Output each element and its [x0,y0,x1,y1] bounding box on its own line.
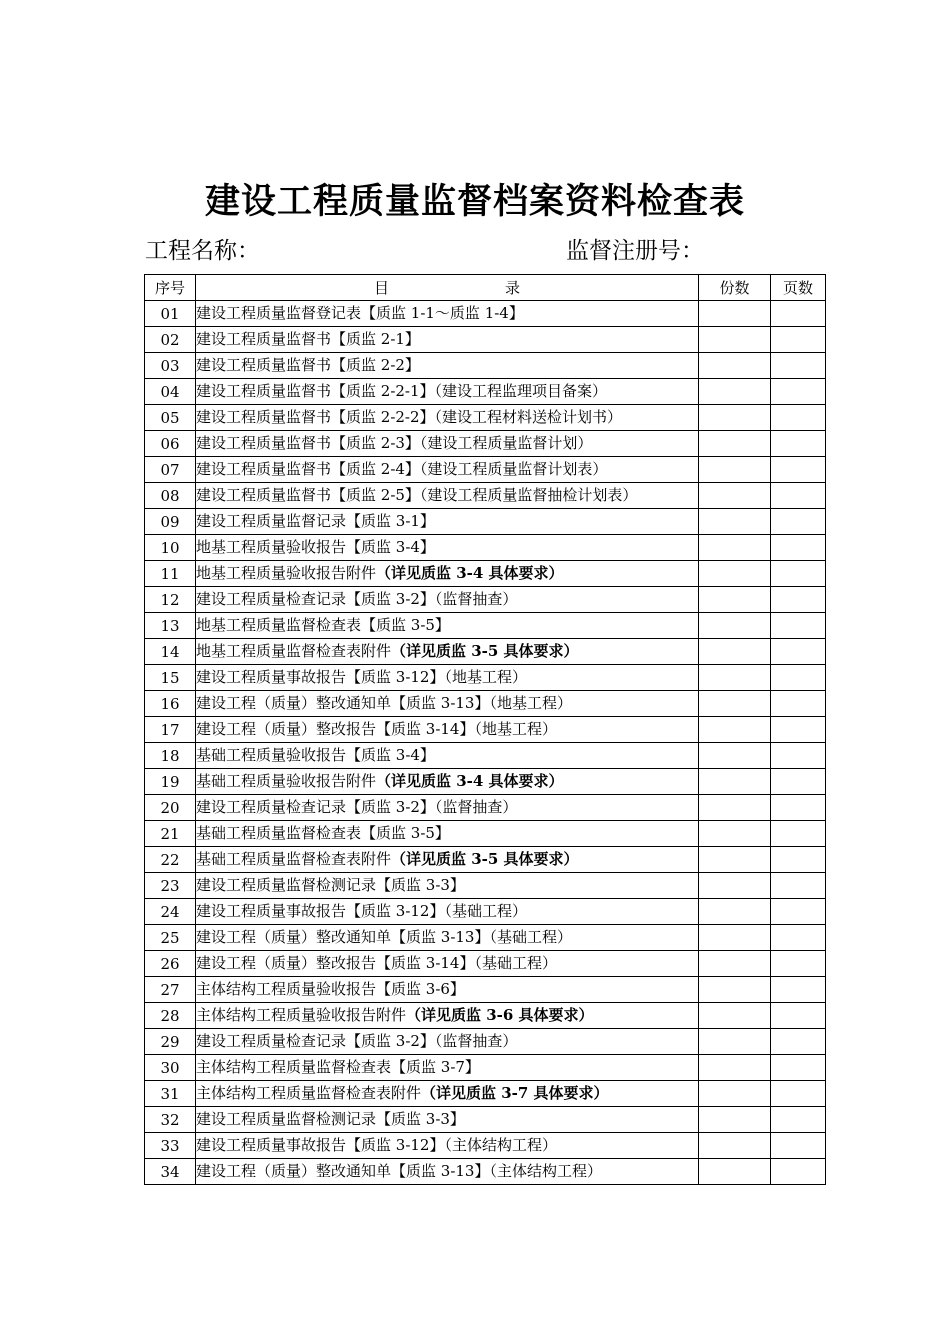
copies-cell[interactable] [699,431,771,457]
row-item [196,1029,699,1055]
pages-cell[interactable] [771,1107,826,1133]
pages-cell[interactable] [771,743,826,769]
row-number: 11 [145,561,196,587]
header-copies: 份数 [699,275,771,301]
row-number: 26 [145,951,196,977]
row-item-text: 建设工程（质量）整改报告【质监 3-14】（地基工程） [196,720,557,738]
row-item [196,587,699,613]
row-item [196,821,699,847]
row-item-text: 基础工程质量验收报告附件 [196,772,377,790]
row-item-requirement: （详见质监 3-5 具体要求） [391,642,579,660]
pages-cell[interactable] [771,1081,826,1107]
registration-number-label: 监督注册号： [566,238,704,264]
row-item [196,639,699,665]
copies-cell[interactable] [699,509,771,535]
row-item [196,1159,699,1185]
table-row [145,743,826,769]
table-row [145,925,826,951]
row-item-text: 建设工程（质量）整改通知单【质监 3-13】（基础工程） [196,928,572,946]
row-item-text: 建设工程质量监督书【质监 2-5】（建设工程质量监督抽检计划表） [196,486,638,504]
row-item-text: 建设工程质量事故报告【质监 3-12】（基础工程） [196,902,527,920]
pages-cell[interactable] [771,925,826,951]
row-item [196,1133,699,1159]
table-row [145,1055,826,1081]
table-row [145,561,826,587]
pages-cell[interactable] [771,1029,826,1055]
row-number: 33 [145,1133,196,1159]
pages-cell[interactable] [771,899,826,925]
row-number: 13 [145,613,196,639]
copies-cell[interactable] [699,535,771,561]
row-number: 05 [145,405,196,431]
copies-cell[interactable] [699,613,771,639]
table-row [145,795,826,821]
table-row [145,483,826,509]
copies-cell[interactable] [699,665,771,691]
row-item-text: 建设工程质量监督登记表【质监 1-1～质监 1-4】 [196,304,524,322]
row-item-text: 建设工程（质量）整改通知单【质监 3-13】（主体结构工程） [196,1162,602,1180]
table-row [145,821,826,847]
copies-cell[interactable] [699,379,771,405]
row-number: 15 [145,665,196,691]
row-number: 03 [145,353,196,379]
table-row [145,431,826,457]
copies-cell[interactable] [699,483,771,509]
pages-cell[interactable] [771,951,826,977]
row-number: 22 [145,847,196,873]
table-row [145,353,826,379]
copies-cell[interactable] [699,1029,771,1055]
row-number: 07 [145,457,196,483]
row-number: 32 [145,1107,196,1133]
pages-cell[interactable] [771,587,826,613]
row-number: 08 [145,483,196,509]
copies-cell[interactable] [699,873,771,899]
copies-cell[interactable] [699,327,771,353]
row-item [196,977,699,1003]
header-directory-char-1: 目 [373,279,389,297]
row-item [196,431,699,457]
table-row [145,509,826,535]
row-item-text: 建设工程质量监督书【质监 2-4】（建设工程质量监督计划表） [196,460,608,478]
pages-cell[interactable] [771,1003,826,1029]
header-directory [196,275,699,301]
row-item [196,379,699,405]
row-number: 10 [145,535,196,561]
row-item [196,795,699,821]
pages-cell[interactable] [771,613,826,639]
table-row [145,405,826,431]
row-number: 30 [145,1055,196,1081]
copies-cell[interactable] [699,795,771,821]
pages-cell[interactable] [771,405,826,431]
pages-cell[interactable] [771,821,826,847]
copies-cell[interactable] [699,639,771,665]
row-item-requirement: （详见质监 3-4 具体要求） [376,564,564,582]
table-row [145,1081,826,1107]
row-number: 29 [145,1029,196,1055]
copies-cell[interactable] [699,769,771,795]
table-row [145,847,826,873]
pages-cell[interactable] [771,769,826,795]
table-row [145,1003,826,1029]
row-item [196,665,699,691]
row-item-text: 建设工程质量监督检测记录【质监 3-3】 [196,876,465,894]
row-item [196,405,699,431]
copies-cell[interactable] [699,301,771,327]
pages-cell[interactable] [771,717,826,743]
table-row [145,951,826,977]
row-item [196,353,699,379]
table-row [145,717,826,743]
row-item [196,327,699,353]
row-item-text: 地基工程质量监督检查表【质监 3-5】 [196,616,450,634]
pages-cell[interactable] [771,873,826,899]
pages-cell[interactable] [771,639,826,665]
table-row [145,691,826,717]
row-number: 12 [145,587,196,613]
table-header-row [145,275,826,301]
copies-cell[interactable] [699,1107,771,1133]
row-item-text: 建设工程质量检查记录【质监 3-2】（监督抽查） [196,1032,518,1050]
row-number: 18 [145,743,196,769]
pages-cell[interactable] [771,977,826,1003]
copies-cell[interactable] [699,925,771,951]
row-item-text: 建设工程质量监督书【质监 2-2】 [196,356,420,374]
pages-cell[interactable] [771,535,826,561]
table-row [145,301,826,327]
copies-cell[interactable] [699,405,771,431]
header-seq: 序号 [145,275,196,301]
row-item-text: 主体结构工程质量验收报告附件 [196,1006,407,1024]
table-row [145,1159,826,1185]
copies-cell[interactable] [699,1081,771,1107]
row-number: 27 [145,977,196,1003]
row-number: 16 [145,691,196,717]
row-item-text: 主体结构工程质量监督检查表【质监 3-7】 [196,1058,480,1076]
copies-cell[interactable] [699,457,771,483]
row-number: 28 [145,1003,196,1029]
row-item [196,535,699,561]
row-item-requirement: （详见质监 3-4 具体要求） [376,772,564,790]
row-item [196,717,699,743]
copies-cell[interactable] [699,353,771,379]
table-row [145,613,826,639]
row-item [196,1055,699,1081]
pages-cell[interactable] [771,561,826,587]
row-number: 06 [145,431,196,457]
table-row [145,587,826,613]
row-item [196,743,699,769]
copies-cell[interactable] [699,1159,771,1185]
row-item-text: 地基工程质量验收报告附件 [196,564,377,582]
row-number: 04 [145,379,196,405]
row-item [196,1003,699,1029]
table-row [145,977,826,1003]
copies-cell[interactable] [699,743,771,769]
table-row [145,665,826,691]
project-name-label: 工程名称： [145,238,260,264]
row-number: 34 [145,1159,196,1185]
row-item-text: 建设工程质量事故报告【质监 3-12】（地基工程） [196,668,527,686]
pages-cell[interactable] [771,691,826,717]
table-row [145,535,826,561]
copies-cell[interactable] [699,899,771,925]
row-item-requirement: （详见质监 3-6 具体要求） [406,1006,594,1024]
row-item [196,561,699,587]
row-item [196,301,699,327]
row-number: 23 [145,873,196,899]
pages-cell[interactable] [771,1055,826,1081]
row-item-text: 建设工程质量监督书【质监 2-2-1】（建设工程监理项目备案） [196,382,608,400]
row-number: 09 [145,509,196,535]
header-pages: 页数 [771,275,826,301]
pages-cell[interactable] [771,301,826,327]
row-item-text: 地基工程质量验收报告【质监 3-4】 [196,538,435,556]
row-number: 20 [145,795,196,821]
row-item-text: 基础工程质量监督检查表【质监 3-5】 [196,824,450,842]
row-item [196,509,699,535]
table-row [145,1107,826,1133]
row-item-text: 建设工程质量监督记录【质监 3-1】 [196,512,435,530]
pages-cell[interactable] [771,665,826,691]
row-item-text: 建设工程质量监督书【质监 2-1】 [196,330,420,348]
pages-cell[interactable] [771,483,826,509]
row-item-text: 基础工程质量验收报告【质监 3-4】 [196,746,435,764]
copies-cell[interactable] [699,587,771,613]
row-item [196,1081,699,1107]
row-item-requirement: （详见质监 3-7 具体要求） [421,1084,609,1102]
pages-cell[interactable] [771,431,826,457]
row-number: 21 [145,821,196,847]
row-item-text: 基础工程质量监督检查表附件 [196,850,392,868]
copies-cell[interactable] [699,1055,771,1081]
copies-cell[interactable] [699,717,771,743]
pages-cell[interactable] [771,353,826,379]
page-title: 建设工程质量监督档案资料检查表 [204,181,745,222]
row-item-text: 建设工程质量检查记录【质监 3-2】（监督抽查） [196,798,518,816]
row-number: 17 [145,717,196,743]
copies-cell[interactable] [699,561,771,587]
table-row [145,379,826,405]
copies-cell[interactable] [699,1133,771,1159]
row-item-text: 建设工程质量监督书【质监 2-3】（建设工程质量监督计划） [196,434,593,452]
table-row [145,639,826,665]
table-row [145,873,826,899]
row-item-text: 建设工程质量监督书【质监 2-2-2】（建设工程材料送检计划书） [196,408,623,426]
row-item [196,457,699,483]
row-number: 24 [145,899,196,925]
row-number: 31 [145,1081,196,1107]
copies-cell[interactable] [699,977,771,1003]
row-item [196,483,699,509]
row-item [196,769,699,795]
row-item-requirement: （详见质监 3-5 具体要求） [391,850,579,868]
header-directory-char-2: 录 [504,279,520,297]
table-row [145,769,826,795]
row-item-text: 建设工程（质量）整改通知单【质监 3-13】（地基工程） [196,694,572,712]
row-item-text: 建设工程质量监督检测记录【质监 3-3】 [196,1110,465,1128]
row-item-text: 主体结构工程质量验收报告【质监 3-6】 [196,980,465,998]
table-row [145,457,826,483]
row-item-text: 地基工程质量监督检查表附件 [196,642,392,660]
pages-cell[interactable] [771,1159,826,1185]
row-item [196,899,699,925]
row-number: 01 [145,301,196,327]
copies-cell[interactable] [699,847,771,873]
copies-cell[interactable] [699,821,771,847]
row-item [196,951,699,977]
row-number: 02 [145,327,196,353]
row-number: 19 [145,769,196,795]
table-row [145,327,826,353]
table-row [145,899,826,925]
pages-cell[interactable] [771,379,826,405]
pages-cell[interactable] [771,847,826,873]
pages-cell[interactable] [771,1133,826,1159]
pages-cell[interactable] [771,457,826,483]
copies-cell[interactable] [699,951,771,977]
pages-cell[interactable] [771,795,826,821]
table-row [145,1133,826,1159]
row-number: 25 [145,925,196,951]
row-item-text: 建设工程质量检查记录【质监 3-2】（监督抽查） [196,590,518,608]
row-item [196,613,699,639]
copies-cell[interactable] [699,1003,771,1029]
copies-cell[interactable] [699,691,771,717]
row-item-text: 建设工程（质量）整改报告【质监 3-14】（基础工程） [196,954,557,972]
row-item [196,873,699,899]
row-item [196,847,699,873]
table-row [145,1029,826,1055]
row-item-text: 建设工程质量事故报告【质监 3-12】（主体结构工程） [196,1136,557,1154]
row-number: 14 [145,639,196,665]
pages-cell[interactable] [771,509,826,535]
row-item-text: 主体结构工程质量监督检查表附件 [196,1084,422,1102]
pages-cell[interactable] [771,327,826,353]
row-item [196,691,699,717]
checklist-table [144,274,826,1185]
row-item [196,925,699,951]
row-item [196,1107,699,1133]
